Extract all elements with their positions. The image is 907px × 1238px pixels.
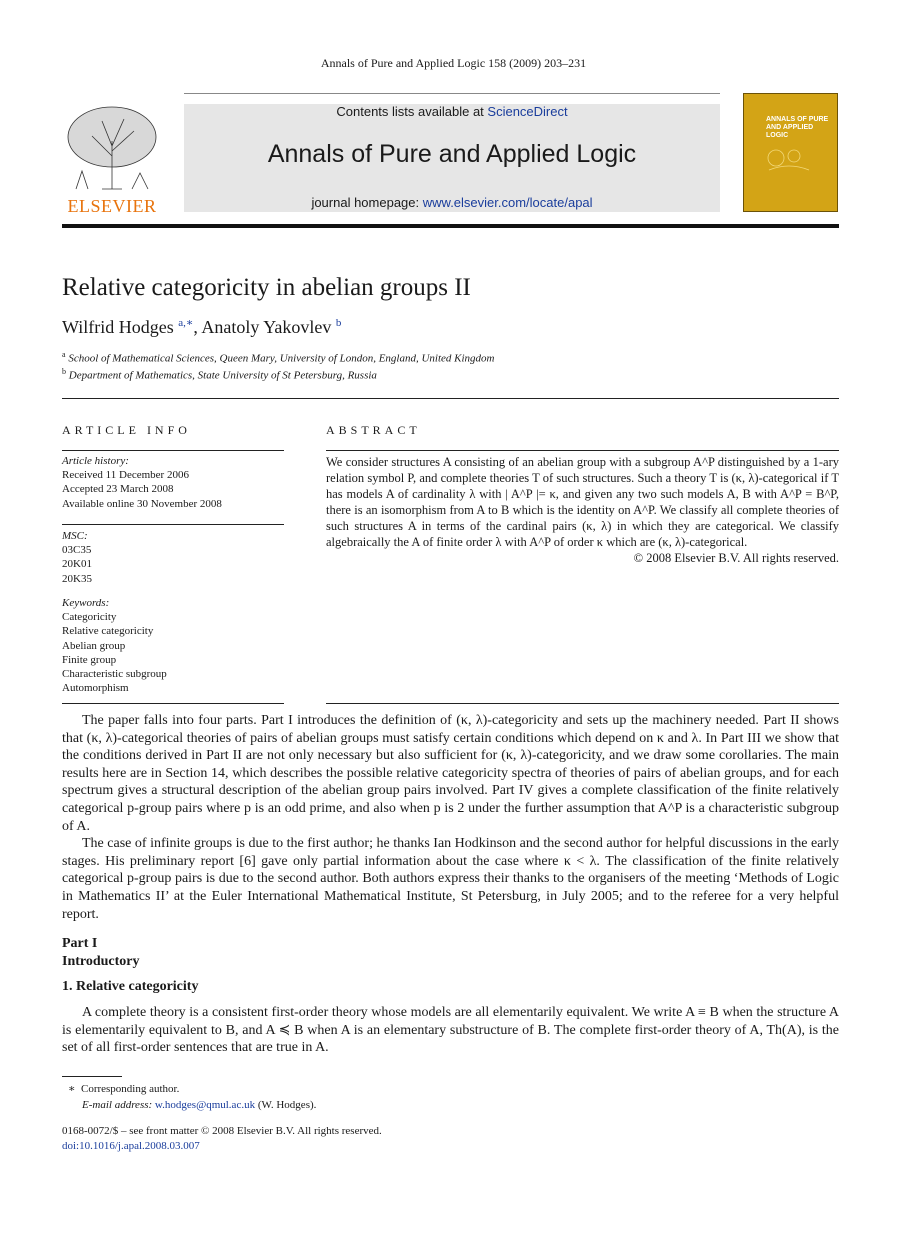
journal-title: Annals of Pure and Applied Logic [267, 140, 637, 168]
keyword-item: Finite group [62, 653, 117, 666]
homepage-prefix: journal homepage: [311, 195, 423, 210]
header-thick-rule [62, 224, 839, 228]
msc-item: 03C35 [62, 544, 92, 557]
publisher-name: ELSEVIER [67, 196, 157, 216]
abstract-text: We consider structures A consisting of an abelian group with a subgroup A^P distinguished by a 1-ary relation symbol P, and complete theories T of such structures. Such a theory T is (κ, λ)-categorical if T has models A of cardinality λ with | A^P |= κ, and given any two such models A, B with A^P = B^P, there is an isomorphism from A to B which is the identity on A^P. We classify all complete theories of such structures A in terms of the cardinal pairs (κ, λ) in which they are categorical. We classify algebraically the A of finite order λ with A^P of order κ which are (κ, λ)-categorical. [326, 455, 839, 549]
email-note [82, 1097, 316, 1113]
keyword-item: Automorphism [62, 682, 129, 695]
article-info-heading: ARTICLE INFO [62, 423, 191, 437]
footnote-divider [62, 1076, 122, 1077]
divider [326, 450, 839, 451]
introduction [62, 712, 839, 923]
email-suffix: (W. Hodges). [257, 1099, 317, 1111]
divider [62, 398, 839, 399]
intro-paragraph: The paper falls into four parts. Part I introduces the definition of (κ, λ)-categoricity and sets up the machinery needed. Part II shows that (κ, λ)-categorical theories of pairs of abelian groups must satisfy certain conditions which depend on κ and λ. In Part III we show that the conditions derived in Part II are not only necessary but also sufficient for (κ, λ)-categoricity, and we draw some corollaries. The main results here are in Section 14, which describes the possible relative categoricity spectra of theories of pairs of abelian groups, and for each spectrum gives a structural description of the abelian group pairs involved. Part IV gives a complete classification of the finite relatively categorical p-group pairs where p is an odd prime, and also when p is 2 under the further assumption that A^P is a characteristic subgroup of A. [62, 713, 839, 834]
corresponding-author-note [68, 1081, 179, 1097]
msc-item: 20K01 [62, 558, 92, 571]
header-divider [184, 93, 720, 94]
email-label: E-mail address: [82, 1099, 153, 1111]
email-link[interactable]: w.hodges@qmul.ac.uk [154, 1099, 256, 1111]
divider [62, 524, 284, 525]
history-item: Available online 30 November 2008 [62, 497, 222, 510]
journal-citation: Annals of Pure and Applied Logic 158 (2009) 203–231 [320, 56, 587, 70]
msc-label: MSC: [62, 530, 88, 542]
section-1-body [62, 1004, 839, 1057]
homepage-line [184, 195, 720, 210]
history-item: Accepted 23 March 2008 [62, 483, 174, 496]
part-title: Introductory [62, 953, 140, 969]
divider [62, 450, 284, 451]
contents-line [184, 104, 720, 119]
keywords-label: Keywords: [62, 597, 110, 609]
issn-line: 0168-0072/$ – see front matter © 2008 Elsevier B.V. All rights reserved. [62, 1125, 382, 1137]
keyword-item: Relative categoricity [62, 625, 154, 638]
footnote-text: Corresponding author. [80, 1083, 180, 1095]
keyword-item: Categoricity [62, 611, 117, 624]
author-list [62, 316, 341, 338]
publication-meta [62, 1124, 382, 1154]
author-name: Wilfrid Hodges [62, 317, 174, 337]
abstract-heading: ABSTRACT [326, 423, 421, 437]
affiliation-b [62, 367, 377, 382]
part-label: Part I [62, 936, 98, 951]
paper-title: Relative categoricity in abelian groups II [62, 274, 471, 301]
affiliation-text: Department of Mathematics, State University of St Petersburg, Russia [68, 369, 377, 382]
msc-codes [62, 529, 284, 586]
author-separator: , [193, 317, 202, 337]
footnote-mark: ∗ [68, 1083, 76, 1095]
keywords [62, 596, 284, 695]
divider [62, 703, 284, 704]
affiliation-mark: b [62, 367, 66, 376]
section-paragraph: A complete theory is a consistent first-order theory whose models are all elementarily equivalent. We write A ≡ B when the structure A is elementarily equivalent to B, and A ≼ B when A is an elementary substructure of B. The complete first-order theory of A, Th(A), is the set of all first-order sentences that are true in A. [62, 1005, 839, 1056]
author-name: Anatoly Yakovlev [201, 317, 332, 337]
sciencedirect-link[interactable]: ScienceDirect [487, 104, 568, 119]
cover-title: ANNALS OF PURE AND APPLIED LOGIC [766, 116, 829, 139]
author-affiliation-marks[interactable]: a,∗ [178, 317, 194, 329]
history-label: Article history: [62, 455, 129, 467]
section-heading: 1. Relative categoricity [62, 979, 199, 994]
part-heading [62, 935, 140, 970]
author-affiliation-marks[interactable]: b [335, 317, 342, 329]
affiliation-mark: a [62, 350, 66, 359]
keyword-item: Characteristic subgroup [62, 668, 167, 681]
article-history [62, 454, 284, 511]
affiliation-a [62, 350, 495, 365]
homepage-link[interactable]: www.elsevier.com/locate/apal [422, 195, 593, 210]
history-item: Received 11 December 2006 [62, 469, 189, 482]
intro-paragraph: The case of infinite groups is due to the first author; he thanks Ian Hodkinson and the second author for helpful discussions in the early stages. His preliminary report [6] gave only partial information about the case where κ < λ. The classification of the finite relatively categorical p-group pairs is due to the second author. Both authors express their thanks to the organisers of the meeting ‘Methods of Logic in Mathematics II’ at the Euler International Mathematical Institute, St Petersburg, in July 2005; and to the referee for a very helpful report. [62, 836, 839, 922]
keyword-item: Abelian group [62, 639, 126, 652]
contents-prefix: Contents lists available at [336, 104, 488, 119]
journal-cover-image [743, 93, 838, 212]
abstract-copyright: © 2008 Elsevier B.V. All rights reserved. [633, 551, 839, 565]
doi-link[interactable]: doi:10.1016/j.apal.2008.03.007 [62, 1140, 200, 1152]
abstract-body [326, 454, 839, 566]
divider [326, 703, 839, 704]
affiliation-text: School of Mathematical Sciences, Queen Mary, University of London, England, United Kingdom [68, 352, 495, 365]
msc-item: 20K35 [62, 572, 92, 585]
cover-ornament [764, 144, 814, 174]
